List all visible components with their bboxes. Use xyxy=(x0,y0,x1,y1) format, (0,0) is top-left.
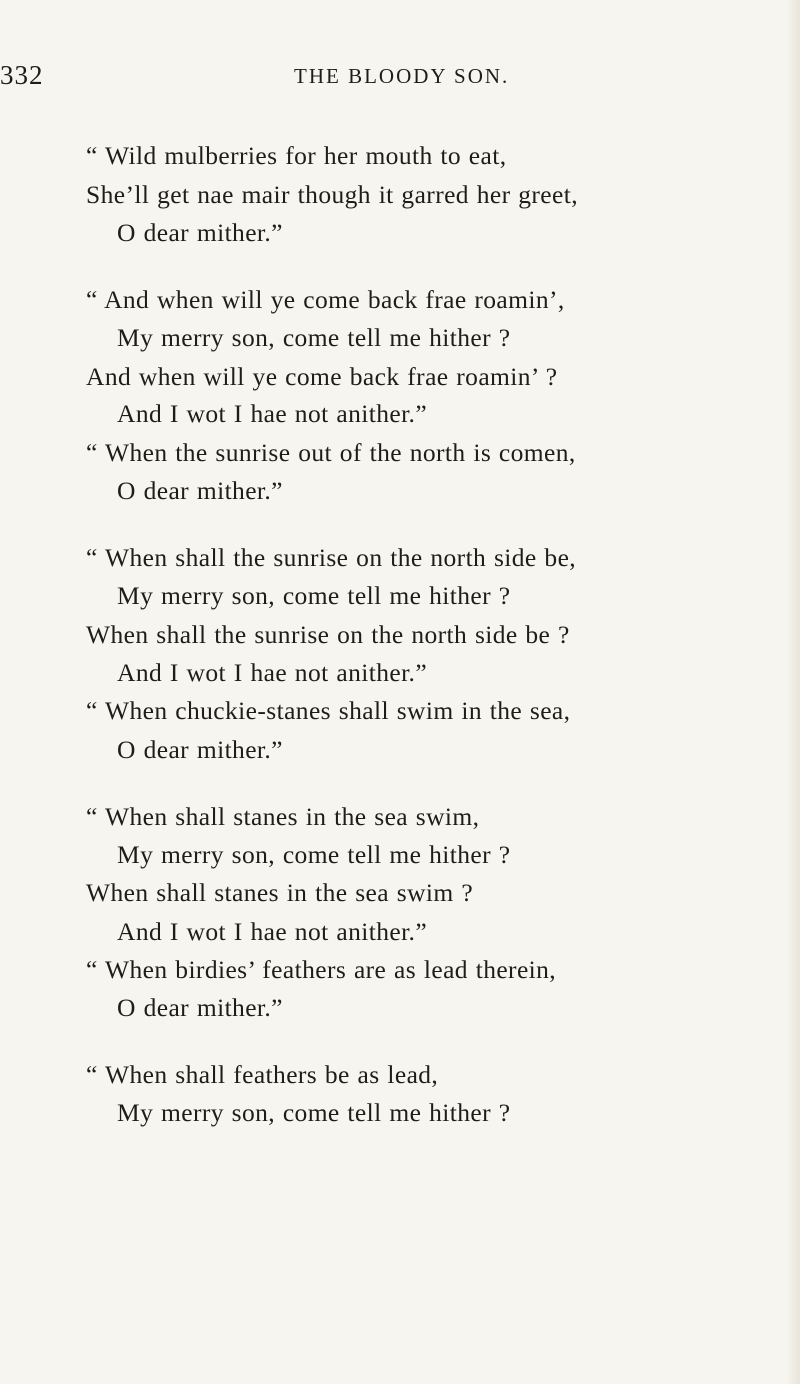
poem-line: O dear mither.” xyxy=(117,993,283,1022)
poem-line: O dear mither.” xyxy=(117,476,283,505)
poem-line: “ When birdies’ feathers are as lead therein, xyxy=(86,955,557,984)
poem-line: When shall stanes in the sea swim ? xyxy=(86,878,474,907)
poem-line: “ When shall the sunrise on the north side be, xyxy=(86,543,577,572)
poem-line: My merry son, come tell me hither ? xyxy=(117,323,511,352)
poem-line: And I wot I hae not anither.” xyxy=(117,917,428,946)
poem-line: My merry son, come tell me hither ? xyxy=(117,840,511,869)
poem-line: And when will ye come back frae roamin’ ? xyxy=(86,362,558,391)
poem-line: My merry son, come tell me hither ? xyxy=(117,581,511,610)
poem-line: “ And when will ye come back frae roamin’, xyxy=(86,285,565,314)
poem-line: “ When chuckie-stanes shall swim in the sea, xyxy=(86,696,571,725)
poem-line: “ When shall feathers be as lead, xyxy=(86,1060,439,1089)
poem-line: When shall the sunrise on the north side be ? xyxy=(86,620,570,649)
poem-line: O dear mither.” xyxy=(117,735,283,764)
poem-line: She’ll get nae mair though it garred her greet, xyxy=(86,180,579,209)
poem-line: My merry son, come tell me hither ? xyxy=(117,1098,511,1127)
running-head: THE BLOODY SON. xyxy=(294,64,510,88)
poem-line: O dear mither.” xyxy=(117,218,283,247)
poem-line: And I wot I hae not anither.” xyxy=(117,658,428,687)
page-number: 332 xyxy=(0,60,44,90)
poem-line: “ When the sunrise out of the north is comen, xyxy=(86,438,576,467)
poem-line: “ Wild mulberries for her mouth to eat, xyxy=(86,141,507,170)
page-edge-shadow xyxy=(786,0,800,1384)
poem-line: And I wot I hae not anither.” xyxy=(117,399,428,428)
poem-line: “ When shall stanes in the sea swim, xyxy=(86,802,480,831)
